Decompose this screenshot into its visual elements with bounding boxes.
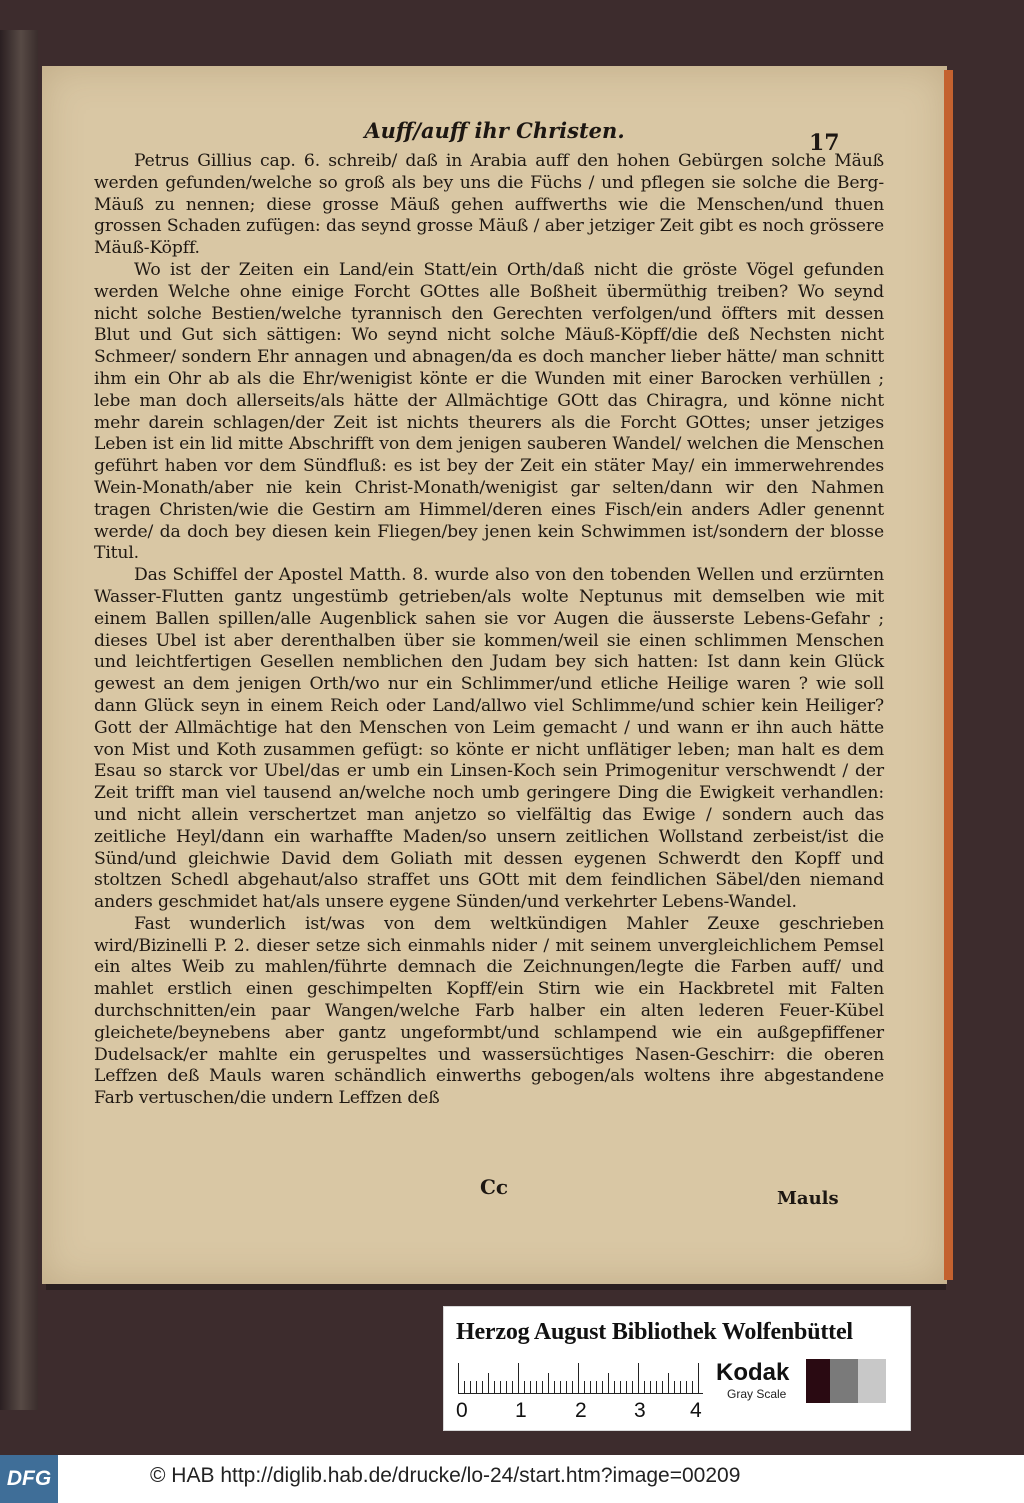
ruler-tick [506, 1381, 507, 1393]
ruler-tick [698, 1363, 699, 1393]
ruler-tick [584, 1381, 585, 1393]
gray-swatch [830, 1359, 858, 1403]
ruler-tick [476, 1381, 477, 1393]
ruler-tick [590, 1381, 591, 1393]
ruler-tick [464, 1381, 465, 1393]
card-title: Herzog August Bibliothek Wolfenbüttel [456, 1319, 853, 1345]
ruler-tick [458, 1363, 459, 1393]
page-edge [944, 70, 953, 1280]
ruler-tick [566, 1381, 567, 1393]
paragraph: Wo ist der Zeiten ein Land/ein Statt/ein Orth/daß nicht die gröste Vögel gefunden werden Welche ohne einige Forcht GOttes alle Boßheit übermüthig treiben? Wo seynd nicht solche Bestien/welche tyrannisch den Gerechten verfolgen/und öffters mit dessen Blut und Gut sich sättigen: Wo seynd nicht solche Mäuß-Köpff/die deß Nechsten nicht Schmeer/ sondern Ehr annagen und abnagen/da es doch mancher lieber hätte/ man schnitt ihm ein Ohr ab als die Ehr/wenigist könte er die Wunden mit einer Barocken verhüllen ; lebe man doch allerseits/als hätte der Allmächtige GOtt das Chiragra, und könne nicht mehr darein schlagen/der Zeit ist nichts theurers als die Forcht GOttes; unser jetziges Leben ist ein lid mitte Abschrifft von dem jenigen sauberen Wandel/ welchen die Menschen geführt haben vor dem Sündfluß: es ist bey der Zeit ein stäter May/ ein immerwehrendes Wein-Monath/aber nie kein Christ-Monath/wenigist gar selten/dann wir den Nahmen tragen Christen/wie die Gestirn am Himmel/deren eines Fisch/ein anders Adler genennt werde/ da doch bey diesen kein Fliegen/bey jenen kein Schwimmen ist/sondern der blosse Titul. [94, 259, 884, 564]
ruler-number: 0 [456, 1399, 468, 1422]
kodak-logo: Kodak [716, 1359, 790, 1386]
running-head: Auff/auff ihr Christen. [364, 118, 625, 143]
ruler-tick [644, 1381, 645, 1393]
ruler-tick [662, 1381, 663, 1393]
ruler-tick [692, 1381, 693, 1393]
ruler-tick [614, 1381, 615, 1393]
ruler-tick [668, 1373, 669, 1393]
ruler-tick [620, 1381, 621, 1393]
paragraph: Petrus Gillius cap. 6. schreib/ daß in Arabia auff den hohen Gebürgen solche Mäuß werden gefunden/welche so groß als bey uns die Füchs / und pflegen sie solche die Berg-Mäuß zu nennen; diese grosse Mäuß gehen auffwerths wie die Menschen/und thuen grossen Schaden zufügen: das seynd grosse Mäuß / aber jetziger Zeit gibt es noch grössere Mäuß-Köpff. [94, 151, 884, 259]
gray-swatch [806, 1359, 830, 1403]
ruler-tick [530, 1381, 531, 1393]
ruler-tick [638, 1363, 639, 1393]
paragraph: Fast wunderlich ist/was von dem weltkündigen Mahler Zeuxe geschrieben wird/Bizinelli P. 2. dieser setze sich einmahls nider / mit seinem unvergleichlichem Pemsel ein altes Weib zu mahlen/führte demnach die Zeichnungen/legte die Farben auff/ und mahlet erstlich einen geschimpelten Kopff/ein Stirn wie ein Hackbretel mit Falten durchschnitten/ein paar Wangen/welche Farb halber ein alten lederen Feuer-Kübel gleichete/beynebens aber gantz ungeformbt/und schlampend wie ein außgepfiffener Dudelsack/er mahlte ein geruspeltes und wassersüchtiges Nasen-Geschirr: die oberen Leffzen deß Mauls waren schändlich einwerths gebogen/als woltens ihre abgestandene Farb vertuschen/die undern Leffzen deß [94, 913, 884, 1109]
catchword: Mauls [777, 1188, 839, 1209]
ruler-tick [494, 1381, 495, 1393]
ruler-tick [602, 1381, 603, 1393]
ruler-tick [572, 1381, 573, 1393]
gray-scale-label: Gray Scale [727, 1387, 787, 1401]
ruler-number: 2 [575, 1399, 587, 1422]
gray-swatch [858, 1359, 886, 1403]
book-page [42, 66, 947, 1284]
ruler-tick [488, 1373, 489, 1393]
ruler-tick [548, 1373, 549, 1393]
ruler-tick [608, 1373, 609, 1393]
ruler-tick [674, 1381, 675, 1393]
ruler-tick [542, 1381, 543, 1393]
ruler-tick [524, 1381, 525, 1393]
page-shadow [46, 1284, 946, 1290]
ruler-tick [578, 1363, 579, 1393]
ruler-tick [656, 1381, 657, 1393]
ruler-tick [554, 1381, 555, 1393]
ruler-tick [686, 1381, 687, 1393]
footer-credit[interactable]: © HAB http://diglib.hab.de/drucke/lo-24/start.htm?image=00209 [150, 1464, 741, 1487]
color-reference-card [443, 1306, 911, 1431]
ruler-tick [632, 1381, 633, 1393]
ruler-tick [482, 1381, 483, 1393]
ruler-tick [680, 1381, 681, 1393]
text-block [94, 151, 884, 1110]
ruler-number: 4 [690, 1399, 702, 1422]
ruler-tick [626, 1381, 627, 1393]
ruler-tick [650, 1381, 651, 1393]
ruler-tick [500, 1381, 501, 1393]
page-number: 17 [809, 130, 840, 156]
ruler-tick [518, 1363, 519, 1393]
ruler-number: 3 [634, 1399, 646, 1422]
ruler-tick [596, 1381, 597, 1393]
ruler-number: 1 [515, 1399, 527, 1422]
ruler-tick [536, 1381, 537, 1393]
paragraph: Das Schiffel der Apostel Matth. 8. wurde also von den tobenden Wellen und erzürnten Wasser-Flutten gantz ungestümb getrieben/als wolte Neptunus mit demselben wie mit einem Ballen spillen/alle Augenblick sahen sie vor Augen die äusserste Lebens-Gefahr ; dieses Ubel ist aber derenthalben über sie kommen/weil sie einen schlimmen Menschen und leichtfertigen Gesellen nemblichen den Judam bey sich hatten: Ist dann kein Glück gewest an dem jenigen Orth/wo nur ein Schlimmer/und etliche Heilige waren ? wie soll dann Glück seyn in einem Reich oder Land/allwo viel Schlimme/und schier kein Heiliger? Gott der Allmächtige hat den Menschen von Leim gemacht / und wann er ihn auch hätte von Mist und Koth zusammen gefügt: so könte er nicht unflätiger leben; man halt es dem Esau so starck vor Ubel/das er umb ein Linsen-Koch sein Primogenitur verschwendt / der Zeit trifft man viel tausend an/welche noch umb geringere Ding die Ewigkeit verhandlen: und nicht allein verschertzet man anjetzo so vielfältig das Ewige / sondern auch das zeitliche Heyl/dann ein warhaffte Maden/so unsern zeitlichen Wollstand zerbeist/ist die Sünd/und gleichwie David dem Goliath mit dessen eygenen Schwerdt den Kopff und stoltzen Schedl abgehaut/also straffet uns GOtt mit dem feindlichen Säbel/den niemand anders geschmidet hat/als unsere eygene Sünden/und verkehrter Lebens-Wandel. [94, 565, 884, 913]
ruler-tick [470, 1381, 471, 1393]
ruler-tick [560, 1381, 561, 1393]
ruler [458, 1359, 703, 1394]
left-page-edge [0, 30, 38, 1410]
dfg-logo: DFG [0, 1455, 58, 1503]
footer-bar [0, 1455, 1024, 1503]
signature-mark: Cc [480, 1175, 509, 1199]
ruler-tick [512, 1381, 513, 1393]
